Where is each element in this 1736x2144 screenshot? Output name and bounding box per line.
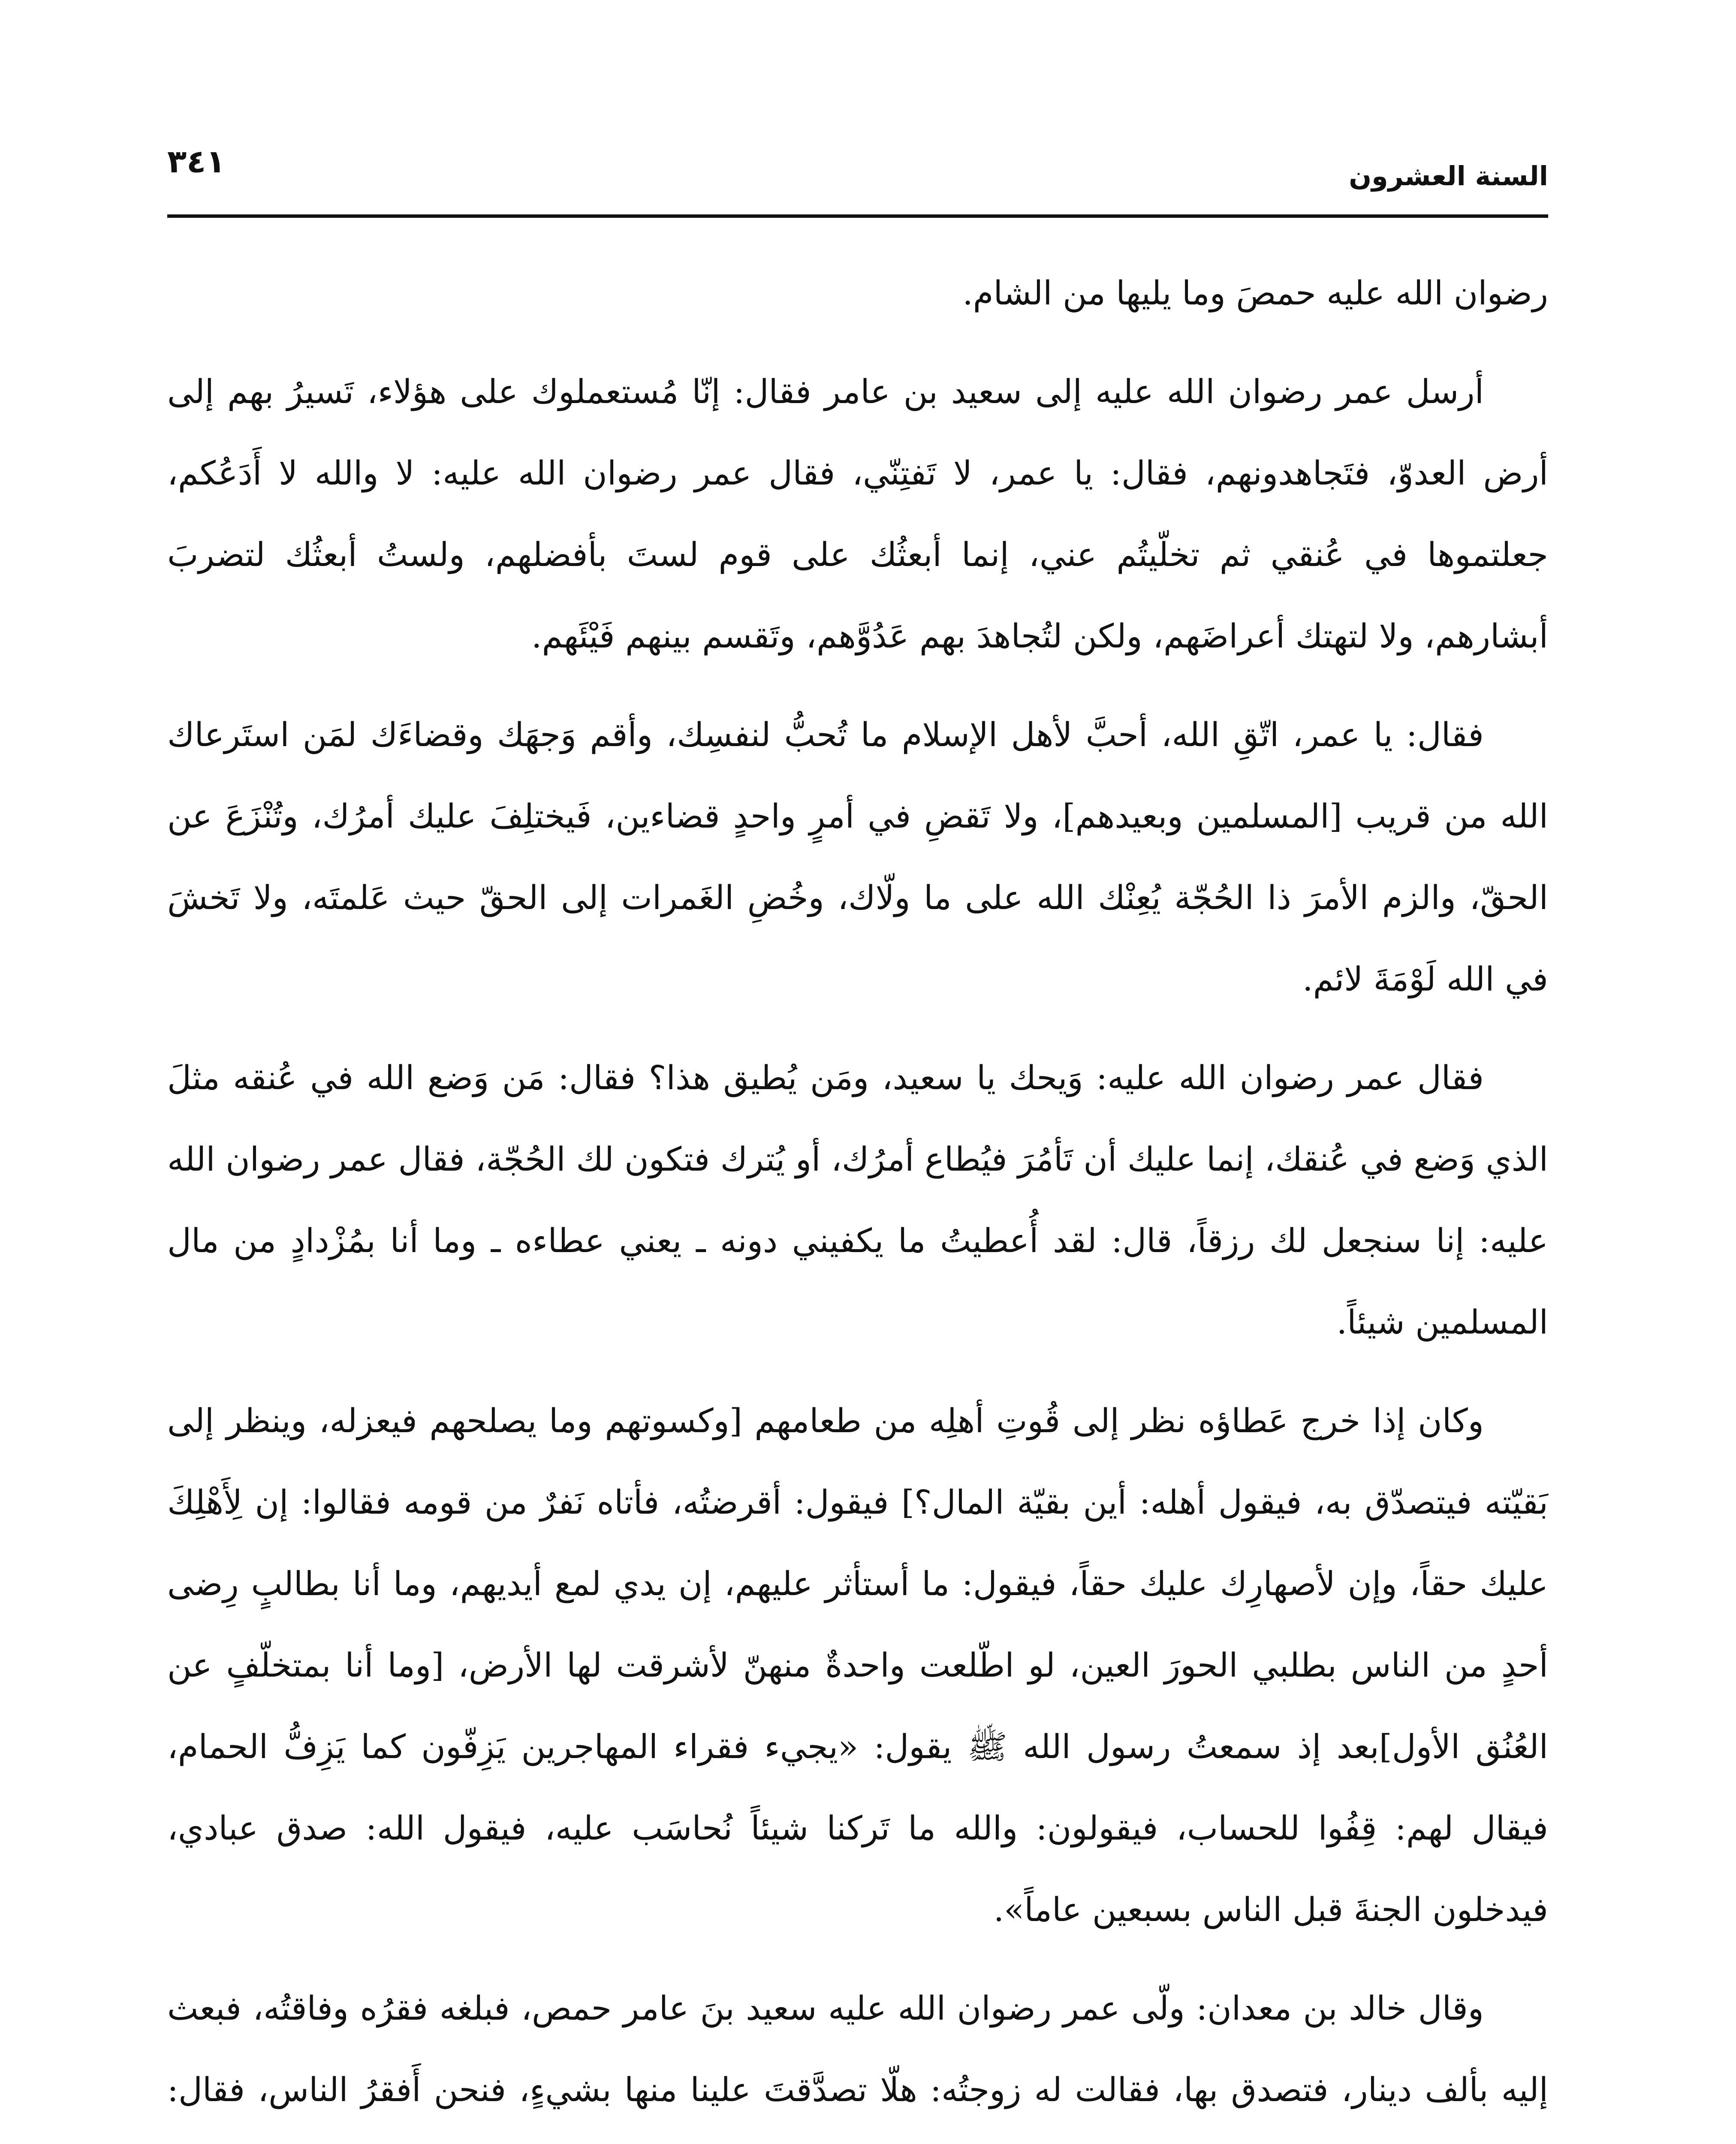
paragraph: أرسل عمر رضوان الله عليه إلى سعيد بن عامر فقال: إنّا مُستعملوك على هؤلاء، تَسيرُ بهم إلى أرض العدوّ، فتَجاهدونهم، فقال: يا عمر، لا تَفتِنّي، فقال عمر رضوان الله عليه: لا والله لا أَدَعُكم، جعلتموها في عُنقي ثم تخلّيتُم عني، إنما أبعثُك على قوم لستَ بأفضلهم، ولستُ أبعثُك لتضربَ أبشارهم، ولا لتهتك أعراضَهم، ولكن لتُجاهدَ بهم عَدُوَّهم، وتَقسم بينهم فَيْئَهم. xyxy=(167,373,1548,656)
paragraph: فقال عمر رضوان الله عليه: وَيحك يا سعيد، ومَن يُطيق هذا؟ فقال: مَن وَضع الله في عُنقه مثلَ الذي وَضع في عُنقك، إنما عليك أن تَأمُرَ فيُطاع أمرُك، أو يُترك فتكون لك الحُجّة، فقال عمر رضوان الله عليه: إنا سنجعل لك رزقاً، قال: لقد أُعطيتُ ما يكفيني دونه ـ يعني عطاءه ـ وما أنا بمُزْدادٍ من مال المسلمين شيئاً. xyxy=(167,1059,1548,1342)
header-rule xyxy=(167,214,1548,218)
main-text xyxy=(167,253,1548,2144)
paragraph: وكان إذا خرج عَطاؤه نظر إلى قُوتِ أهلِه من طعامهم [وكسوتهم وما يصلحهم فيعزله، وينظر إلى بَقيّته فيتصدّق به، فيقول أهله: أين بقيّة المال؟] فيقول: أقرضتُه، فأتاه نَفرٌ من قومه فقالوا: إن لِأَهْلِكَ عليك حقاً، وإن لأصهارِك عليك حقاً، فيقول: ما أستأثر عليهم، إن يدي لمع أيديهم، وما أنا بطالبٍ رِضى أحدٍ من الناس بطلبي الحورَ العين، لو اطّلعت واحدةٌ منهنّ لأشرقت لها الأرض، [وما أنا بمتخلّفٍ عن العُنُق الأول]بعد إذ سمعتُ رسول الله ﷺ يقول: «يجيء فقراء المهاجرين يَزِفّون كما يَزِفُّ الحمام، فيقال لهم: قِفُوا للحساب، فيقولون: والله ما تَركنا شيئاً نُحاسَب عليه، فيقول الله: صدق عبادي، فيدخلون الجنةَ قبل الناس بسبعين عاماً». xyxy=(167,1402,1548,1929)
paragraph: رضوان الله عليه حمصَ وما يليها من الشام. xyxy=(962,274,1548,313)
paragraph: فقال: يا عمر، اتّقِ الله، أحبَّ لأهل الإسلام ما تُحبُّ لنفسِك، وأقم وَجهَك وقضاءَك لمَن استَرعاك الله من قريب [المسلمين وبعيدهم]، ولا تَقضِ في أمرٍ واحدٍ قضاءين، فَيختلِفَ عليك أمرُك، وتُنْزَعَ عن الحقّ، والزم الأمرَ ذا الحُجّة يُعِنْك الله على ما ولّاك، وخُضِ الغَمرات إلى الحقّ حيث عَلمتَه، ولا تَخشَ في الله لَوْمَةَ لائم. xyxy=(167,716,1548,999)
page-number: ٣٤١ xyxy=(167,143,226,180)
paragraph: وقال خالد بن معدان: ولّى عمر رضوان الله عليه سعيد بنَ عامر حمص، فبلغه فقرُه وفاقتُه، فبعث إليه بألف دينار، فتصدق بها، فقالت له زوجتُه: هلّا تصدَّقتَ علينا منها بشيءٍ، فنحن أَفقرُ الناس، فقال: xyxy=(167,1990,1548,2109)
page-header xyxy=(167,129,1548,197)
running-title: السنة العشرون xyxy=(1349,160,1548,192)
